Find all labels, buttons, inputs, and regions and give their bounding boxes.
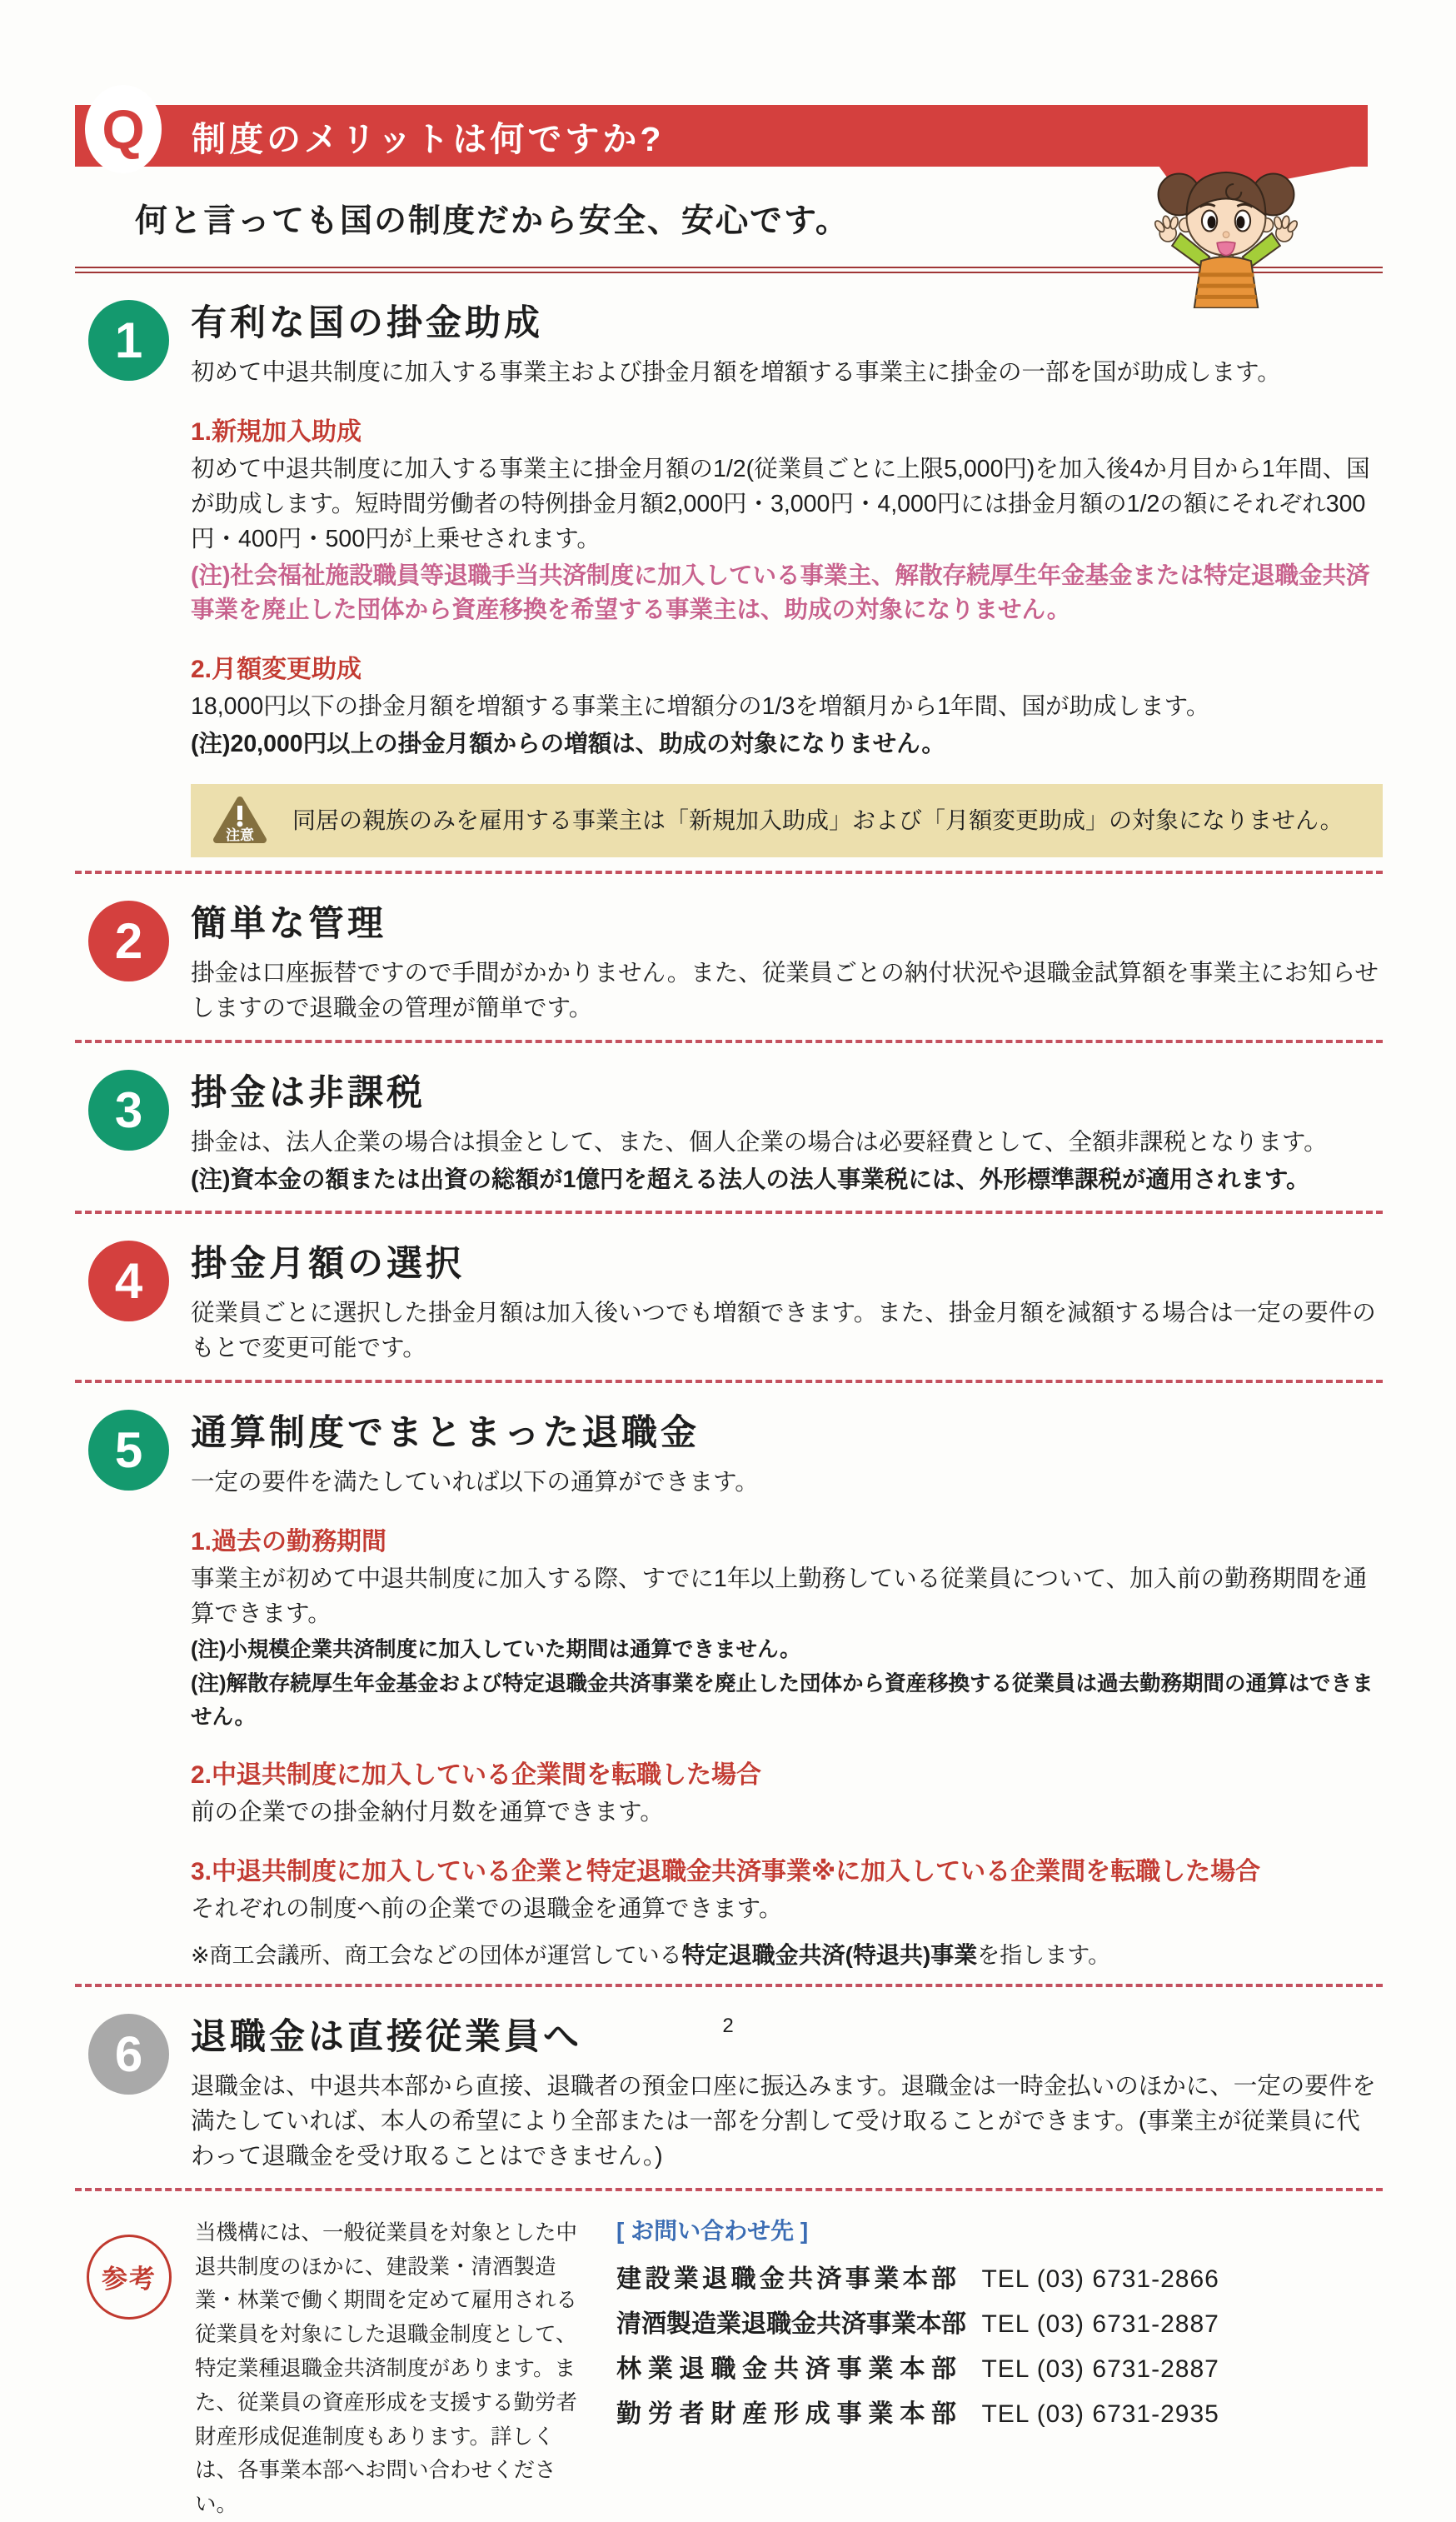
section-body: 従業員ごとに選択した掛金月額は加入後いつでも増額できます。また、掛金月額を減額する場合は一定の要件のもとで変更可能です。: [191, 1300, 1376, 1362]
caution-box: [191, 784, 1383, 857]
section-body: 掛金は、法人企業の場合は損金として、また、個人企業の場合は必要経費として、全額非課税となります。: [191, 1128, 1328, 1156]
subsection-body: 前の企業での掛金納付月数を通算できます。: [191, 1799, 664, 1826]
subsection-heading: 1.過去の勤務期間: [191, 1528, 387, 1556]
page-number: 2: [722, 2015, 734, 2037]
contact-tel: TEL (03) 6731-2887: [981, 2355, 1219, 2383]
section-body: 掛金は口座振替ですので手間がかかりません。また、従業員ごとの納付状況や退職金試算額を事業主にお知らせしますので退職金の管理が簡単です。: [191, 959, 1379, 1021]
contact-row: [616, 2303, 1383, 2340]
section-title: 掛金月額の選択: [191, 1244, 465, 1285]
subsection-note: (注)20,000円以上の掛金月額からの増額は、助成の対象になりません。: [191, 731, 945, 758]
subsection-footnote: [191, 1937, 1383, 1970]
reference-badge: 参考: [87, 2235, 172, 2320]
contact-name: 建設業退職金共済事業本部: [616, 2265, 956, 2293]
q-icon: [85, 85, 162, 173]
section-number-badge: 4: [88, 1241, 169, 1321]
section-separator: [75, 2188, 1383, 2191]
section-note: (注)資本金の額または出資の総額が1億円を超える法人の法人事業税には、外形標準課税が適用されます。: [191, 1166, 1310, 1193]
section-body: 退職金は、中退共本部から直接、退職者の預金口座に振込みます。退職金は一時金払いのほかに、一定の要件を満たしていれば、本人の希望により全部または一部を分割して受け取ることができます。(事業主が従業員に代わって退職金を受け取ることはできません。): [191, 2073, 1376, 2170]
subsection-heading: 3.中退共制度に加入している企業と特定退職金共済事業※に加入している企業間を転職した場合: [191, 1858, 1261, 1886]
footnote-bold-term: 特定退職金共済(特退共)事業: [681, 1942, 978, 1969]
section-intro: 一定の要件を満たしていれば以下の通算ができます。: [191, 1469, 759, 1496]
subsection-note: (注)解散存続厚生年金基金および特定退職金共済事業を廃止した団体から資産移換する従業員は過去勤務期間の通算はできません。: [191, 1672, 1374, 1729]
section-3-tax-free: [75, 1065, 1383, 1198]
section-intro: 初めて中退共制度に加入する事業主および掛金月額を増額する事業主に掛金の一部を国が助成します。: [191, 359, 1281, 386]
contact-name: 勤労者財産形成事業本部: [616, 2400, 956, 2428]
answer-text: 何と言っても国の制度だから安全、安心です。: [135, 203, 850, 239]
section-number-badge: 2: [88, 901, 169, 981]
subsection-body: 初めて中退共制度に加入する事業主に掛金月額の1/2(従業員ごとに上限5,000円)を加入後4か月目から1年間、国が助成します。短時間労働者の特例掛金月額2,000円・3,000円・4,000円には掛金月額の1/2の額にそれぞれ300円・400円・500円が上乗せされます。: [191, 455, 1370, 552]
section-title: 簡単な管理: [191, 903, 386, 944]
section-1-subsidy: [75, 295, 1383, 857]
subsection-heading: 2.中退共制度に加入している企業間を転職した場合: [191, 1761, 762, 1790]
section-4-monthly-amount: [75, 1236, 1383, 1366]
section-separator: [75, 1211, 1383, 1214]
footnote-prefix: ※商工会議所、商工会などの団体が運営している: [191, 1943, 682, 1969]
caution-triangle-icon: [212, 796, 267, 846]
section-title: 通算制度でまとまった退職金: [191, 1413, 700, 1454]
contact-name: 清酒製造業退職金共済事業本部: [616, 2310, 966, 2338]
caution-icon-label: 注意: [226, 827, 254, 843]
section-number-badge: 5: [88, 1410, 169, 1491]
question-header: [75, 98, 1383, 273]
section-number-badge: 6: [88, 2014, 169, 2095]
footnote-suffix: を指します。: [977, 1943, 1111, 1969]
contact-section: [580, 2213, 1383, 2522]
section-5-portability: [75, 1405, 1383, 1970]
section-separator: [75, 1380, 1383, 1383]
mascot-illustration: [1136, 142, 1316, 308]
contact-heading: [ お問い合わせ先 ]: [616, 2217, 809, 2244]
subsection-body: 18,000円以下の掛金月額を増額する事業主に増額分の1/3を増額月から1年間、国が助成します。: [191, 693, 1210, 721]
section-number-badge: 1: [88, 300, 169, 381]
contact-tel: TEL (03) 6731-2935: [981, 2400, 1219, 2428]
subsection-heading: 1.新規加入助成: [191, 417, 362, 446]
subsection-body: 事業主が初めて中退共制度に加入する際、すでに1年以上勤務している従業員について、加入前の勤務期間を通算できます。: [191, 1566, 1368, 1627]
section-separator: [75, 1040, 1383, 1043]
section-number-badge: 3: [88, 1070, 169, 1151]
section-2-easy-management: [75, 896, 1383, 1026]
section-title: 有利な国の掛金助成: [191, 303, 543, 343]
subsection-note: (注)小規模企業共済制度に加入していた期間は通算できません。: [191, 1637, 801, 1661]
caution-text: 同居の親族のみを雇用する事業主は「新規加入助成」および「月額変更助成」の対象になりません。: [292, 807, 1344, 834]
contact-row: [616, 2348, 1383, 2385]
reference-footer: [75, 2213, 1383, 2522]
section-title: 掛金は非課税: [191, 1072, 426, 1113]
section-separator: [75, 1984, 1383, 1987]
section-title: 退職金は直接従業員へ: [191, 2017, 582, 2058]
subsection-heading: 2.月額変更助成: [191, 656, 362, 684]
contact-row: [616, 2258, 1383, 2295]
contact-tel: TEL (03) 6731-2866: [981, 2265, 1219, 2293]
reference-text: 当機構には、一般従業員を対象とした中退共制度のほかに、建設業・清酒製造業・林業で働く期間を定めて雇用される従業員を対象にした退職金制度として、特定業種退職金共済制度があります。また、従業員の資産形成を支援する勤労者財産形成促進制度もあります。詳しくは、各事業本部へお問い合わせください。: [195, 2220, 578, 2517]
contact-tel: TEL (03) 6731-2887: [981, 2310, 1219, 2338]
subsection-note: (注)社会福祉施設職員等退職手当共済制度に加入している事業主、解散存続厚生年金基金または特定退職金共済事業を廃止した団体から資産移換を希望する事業主は、助成の対象になりません。: [191, 562, 1370, 624]
subsection-body: それぞれの制度へ前の企業での退職金を通算できます。: [191, 1895, 783, 1923]
contact-row: [616, 2393, 1383, 2430]
contact-name: 林業退職金共済事業本部: [616, 2355, 956, 2383]
q-letter: Q: [102, 98, 145, 160]
question-text: 制度のメリットは何ですか?: [192, 119, 665, 158]
section-separator: [75, 871, 1383, 874]
